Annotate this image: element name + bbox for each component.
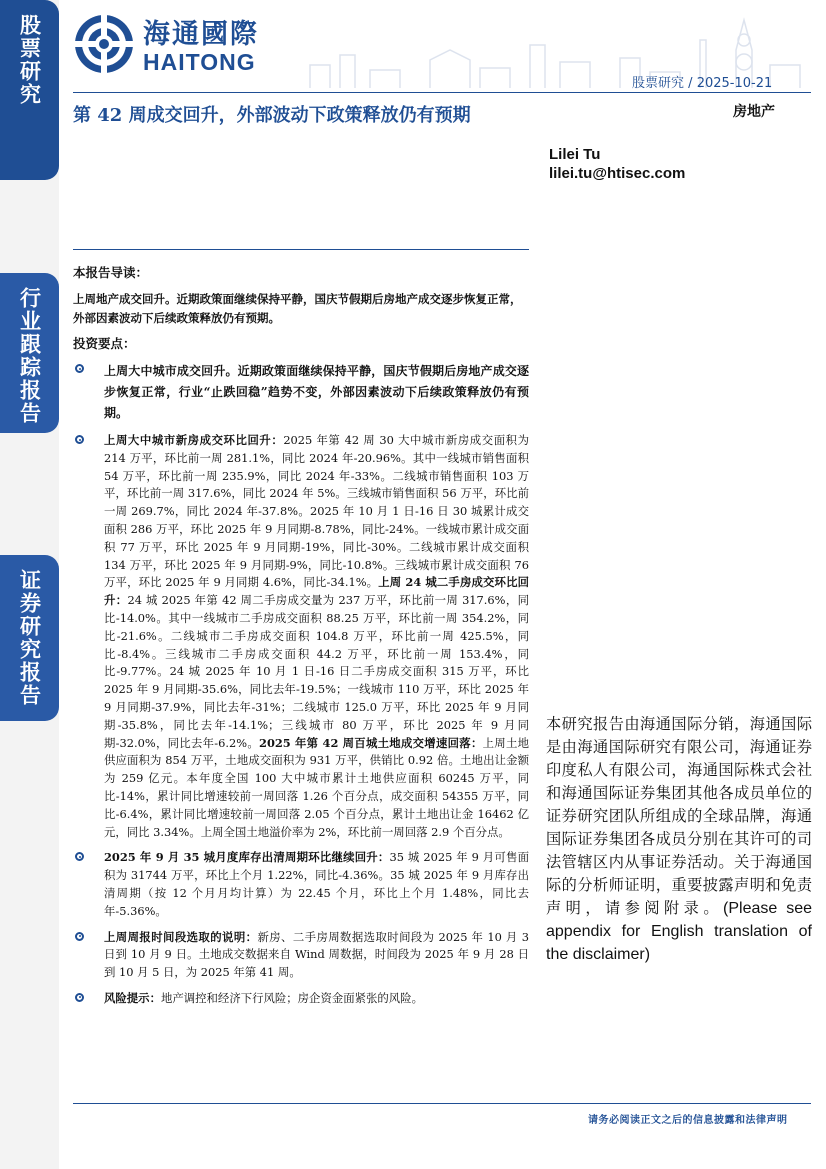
author-block — [549, 145, 685, 183]
list-item: 2025 年 9 月 35 城月度库存出清周期环比继续回升：35 城 2025 年 9 月可售面积为 31744 万平，环比上个月 1.22%，同比-4.36%。35 城 2025 年 9 月库存出清周期（按 12 个月月均计算）为 22.45 个月，环比上个月 1.48%，同比去年-5.36%。 — [73, 849, 529, 920]
points-title: 投资要点： — [73, 336, 136, 351]
author-name: Lilei Tu — [549, 146, 601, 163]
report-category: 股票研究 — [632, 76, 685, 91]
sidebar — [0, 0, 59, 1169]
bullet-icon — [75, 932, 84, 941]
haitong-logo-icon — [73, 13, 135, 75]
disclaimer-cn: 本研究报告由海通国际分销，海通国际是由海通国际研究有限公司，海通证券印度私人有限公司，海通国际株式会社和海通国际证券集团其他各成员单位的证券研究团队所组成的全球品牌，海通国际证券集团各成员分别在其许可的司法管辖区内从事证券活动。关于海通国际的分析师证明，重要披露声明和免责声明，请参阅附录。 — [546, 715, 812, 917]
disclaimer-en: (Please see appendix for English translation of the disclaimer) — [546, 900, 813, 963]
bullet-icon — [75, 852, 84, 861]
haitong-logo — [73, 12, 259, 76]
meta-separator: / — [688, 76, 693, 91]
bullet-icon — [75, 364, 84, 373]
list-item: 上周大中城市成交回升。近期政策面继续保持平静，国庆节假期后房地产成交逐步恢复正常，行业“止跌回稳”趋势不变，外部因素波动下后续政策释放仍有预期。 — [73, 361, 529, 424]
disclaimer — [546, 713, 812, 966]
bullet-icon — [75, 435, 84, 444]
author-email[interactable]: lilei.tu@htisec.com — [549, 165, 686, 182]
summary-divider — [73, 249, 529, 250]
list-item: 上周周报时间段选取的说明：新房、二手房周数据选取时间段为 2025 年 10 月 3 日到 10 月 9 日。土地成交数据来自 Wind 周数据，时间段为 2025 年 9 月 28 日到 10 月 5 日，为 2025 年第 41 周。 — [73, 929, 529, 982]
sidebar-tab-securities-research: 证券研究报告 — [0, 555, 59, 721]
footer-divider — [73, 1103, 811, 1104]
sidebar-tab-industry-tracking: 行业跟踪报告 — [0, 273, 59, 433]
header-divider — [73, 92, 811, 93]
bullet-icon — [75, 993, 84, 1002]
report-headline: 第 42 周成交回升，外部波动下政策释放仍有预期 — [73, 105, 471, 126]
investment-points-list — [73, 361, 529, 1016]
guide-text: 上周地产成交回升。近期政策面继续保持平静，国庆节假期后房地产成交逐步恢复正常，外部因素波动下后续政策释放仍有预期。 — [73, 292, 522, 325]
brand-name-cn: 海通國際 — [143, 19, 259, 50]
sector-label: 房地产 — [733, 104, 775, 120]
list-item: 风险提示：地产调控和经济下行风险；房企资金面紧张的风险。 — [73, 990, 529, 1008]
report-date: 2025-10-21 — [696, 76, 773, 91]
sidebar-tab-equity-research: 股票研究 — [0, 0, 59, 180]
footer-notice: 请务必阅读正文之后的信息披露和法律声明 — [588, 1115, 788, 1126]
brand-name-en: HAITONG — [143, 49, 256, 75]
list-item: 上周大中城市新房成交环比回升：2025 年第 42 周 30 大中城市新房成交面积为 214 万平，环比前一周 281.1%，同比 2024 年-20.96%。其中一线城市销售面积 54 万平，环比前一周 235.9%，同比 2024 年-33%。二线城市销售面积 103 万平，环比前一周 317.6%，同比 2024 年 5%。三线城市销售面积 56 万平，环比前一周 269.7%，同比 2024 年-37.8%。2025 年 10 月 1 日-16 日 30 城累计成交面积 286 万平，环比 2025 年 9 月同期-8.78%，同比-24%。一线城市累计成交面积 77 万平，环比 2025 年 9 月同期-19%，同比-30%。二线城市累计成交面积 134 万平，环比 2025 年 9 月同期-9%，同比-10.8%。三线城市累计成交面积 76 万平，环比 2025 年 9 月同期 4.6%，同比-34.1%。上周 24 城二手房成交环比回升：24 城 2025 年第 42 周二手房成交量为 237 万平，环比前一周 317.6%，同比-14.0%。其中一线城市二手房成交面积 88.25 万平，环比前一周 354.2%，同比-21.6%。二线城市二手房成交面积 104.8 万平，环比前一周 425.5%，同比-8.4%。三线城市二手房成交面积 44.2 万平，环比前一周 153.4%，同比-9.77%。24 城 2025 年 10 月 1 日-16 日二手房成交面积 315 万平，环比 2025 年 9 月同期-35.6%，同比去年-19.5%；一线城市 110 万平，环比 2025 年 9 月同期-37.9%，同比去年-31%；二线城市 125.0 万平，环比 2025 年 9 月同期-35.8%，同比去年-14.1%；三线城市 80 万平，环比 2025 年 9 月同期-32.0%，同比去年-6.2%。2025 年第 42 周百城土地成交增速回落：上周土地供应面积为 854 万平，土地成交面积为 931 万平，供销比 0.92 倍。土地出让金额为 259 亿元。本年度全国 100 大中城市累计土地供应面积 60245 万平，同比-14%，累计同比增速较前一周回落 1.26 个百分点，成交面积 54355 万平，同比-6.4%，累计同比增速较前一周回落 2.05 个百分点，累计土地出让金 16462 亿元，同比 3.34%。上周全国土地溢价率为 2%，环比前一周回落 2.9 个百分点。 — [73, 432, 529, 841]
guide-title: 本报告导读： — [73, 265, 149, 280]
report-meta — [632, 72, 772, 91]
